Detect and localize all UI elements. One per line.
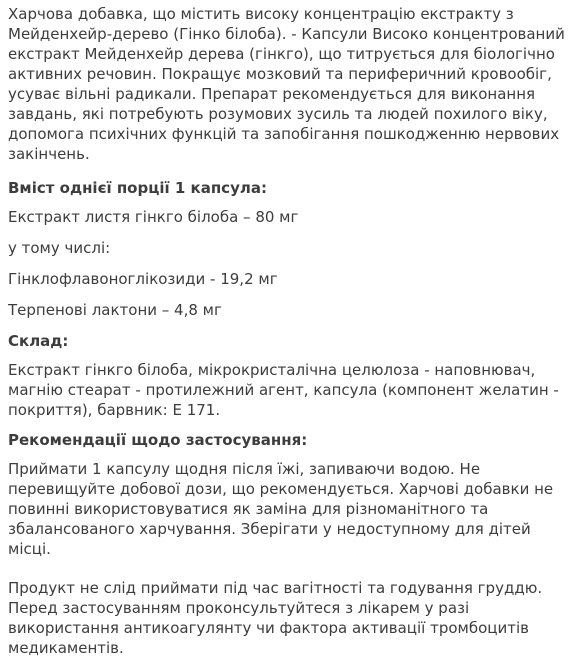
composition-heading: Склад: <box>8 332 69 350</box>
usage-heading: Рекомендації щодо застосування: <box>8 431 308 449</box>
serving-including: у тому числі: <box>8 239 111 257</box>
composition-text: Екстракт гінкго білоба, мікрокристалічна целюлоза - наповнювач, магнію стеарат - протилежний агент, капсула (компонент желатин - покриття), барвник: E 171. <box>8 361 559 419</box>
usage-warning: Продукт не слід приймати під час вагітності та годування груддю. Перед застосуванням проконсультуйтеся з лікарем у разі використання антикоагулянту чи фактора активації тромбоцитів медикаментів. <box>8 579 543 657</box>
serving-heading: Вміст однієї порції 1 капсула: <box>8 179 267 197</box>
serving-extract: Екстракт листя гінкго білоба – 80 мг <box>8 208 299 226</box>
serving-flavonoids: Гінклофлавоноглікозиди - 19,2 мг <box>8 270 278 288</box>
serving-lactones: Терпенові лактони – 4,8 мг <box>8 301 222 319</box>
intro-paragraph: Харчова добавка, що містить високу концентрацію екстракту з Мейденхейр-дерево (Гінко білоба). - Капсули Високо концентрований екстракт Мейденхейр дерева (гінкго), що титрується для біологічно активних речовин. Покращує мозковий та периферичний кровообіг, усуває вільні радикали. Препарат рекомендується для виконання завдань, які потребують розумових зусиль та людей похилого віку, допомога психічних функцій та запобігання пошкодженню нервових закінчень. <box>8 5 565 163</box>
usage-text: Приймати 1 капсулу щодня після їжі, запиваючи водою. Не перевищуйте добової дози, що рекомендується. Харчові добавки не повинні використовуватися як заміна для різноманітного та збалансованого харчування. Зберігати у недоступному для дітей місці. <box>8 460 554 558</box>
